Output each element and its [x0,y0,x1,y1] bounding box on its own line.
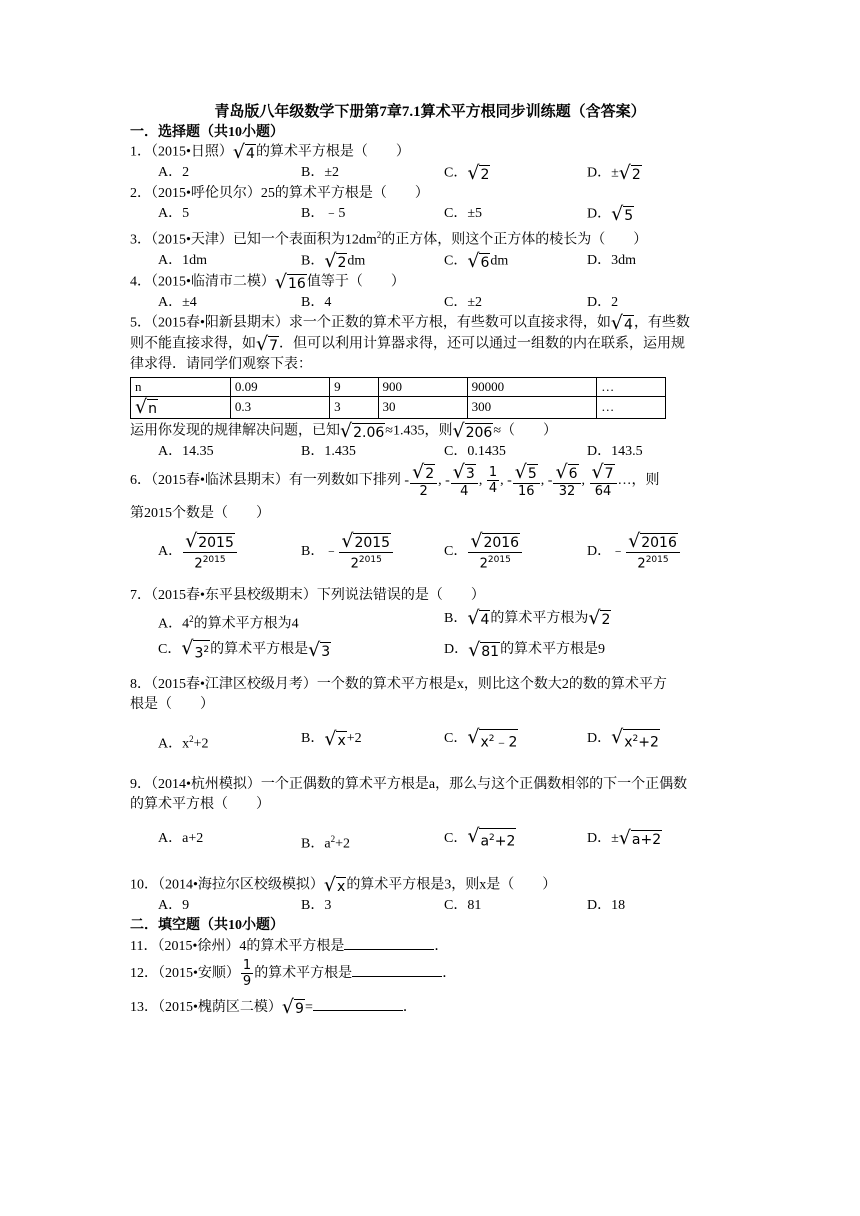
table-row [131,396,666,418]
options-7-row2 [130,637,730,663]
option-b: B．4 [301,294,332,310]
option-d: D．3dm [587,252,636,268]
table-cell: 0.3 [230,396,329,418]
table-cell: 9 [330,377,378,396]
option-a: A．2 [158,165,190,180]
option-a: A． √ 2015 $2^{2015}$ [158,530,301,574]
options-2 [130,204,730,225]
options-7-row1 [130,606,730,638]
option-c: C．±2 [444,294,483,310]
option-a: A．$4^2$的算术平方根为4 [158,613,299,632]
question-13: 13．（2015•槐荫区二模） √ 9 = ． [130,995,417,1018]
option-b: B． √ 4 的算术平方根为 √ 2 [444,606,611,629]
table-cell: … [597,377,666,396]
options-6 [130,530,730,574]
option-b: B．﹣ √ 2015 $2^{2015}$ [301,530,444,574]
table-cell: 30 [378,396,467,418]
option-b: B．$a^2+2$ [301,833,350,852]
options-1 [130,163,730,184]
options-5 [130,442,730,462]
question-11: 11．（2015•徐州）4的算术平方根是 ． [130,935,730,957]
question-12: 12．（2015•安顺） $\frac{1}{9}$ 的算术平方根是 ． [130,957,457,989]
answer-blank[interactable] [344,935,434,950]
option-c: C． √ 6 dm [444,249,509,272]
option-a: A．9 [158,897,190,913]
options-4 [130,293,730,313]
option-b: B．﹣5 [301,206,346,221]
option-a: A．14.35 [158,443,214,459]
options-10 [130,896,730,916]
options-3 [130,251,730,272]
question-8: 8．（2015春•江津区校级月考）一个数的算术平方根是x，则比这个数大2的数的算术平方 根是（ ） [130,677,667,713]
question-text: 的算术平方根是（ ） [255,144,410,160]
option-b: B．1.435 [301,443,356,459]
options-9 [130,821,730,863]
option-c: C． √ 2016 $2^{2015}$ [444,530,587,574]
option-c: C．±5 [444,206,483,221]
document-page [130,100,730,1025]
option-d: D．± √ a+2 [587,827,662,850]
option-d: D．143.5 [587,443,643,459]
option-a: A．5 [158,206,190,221]
table-row [131,377,666,396]
option-b: B．3 [301,897,332,913]
answer-blank[interactable] [352,962,442,977]
question-6: 6．（2015春•临沭县期末）有一列数如下排列 - √ 2 2 , - √ 3 4 , $\frac{1}{4}$ , - √ 5 16 , - √ 6 32 , √ 7 64 …，则 [130,460,660,499]
question-9: 9．（2014•杭州模拟）一个正偶数的算术平方根是a，那么与这个正偶数相邻的下一个正偶数 的算术平方根（ ） [130,776,688,812]
options-8 [130,721,730,763]
table-cell: 90000 [467,377,597,396]
table-cell: 3 [330,396,378,418]
option-d: D．18 [587,897,626,913]
option-a: A．$x^2+2$ [158,734,209,752]
question-6-line2: 第2015个数是（ ） [130,505,270,521]
question-2: 2．（2015•呼伦贝尔）25的算术平方根是（ ） [130,186,429,201]
option-c: C．81 [444,897,482,913]
document-title: 青岛版八年级数学下册第7章7.1算术平方根同步训练题（含答案） [214,104,646,120]
question-4: 4．（2015•临清市二模） √ 16 值等于（ ） [130,270,405,293]
option-a: A．a+2 [158,830,204,846]
section-heading-fill: 二．填空题（共10小题） [130,917,284,933]
answer-blank[interactable] [313,996,403,1011]
table-cell: n [131,377,231,396]
table-cell: … [597,396,666,418]
table-cell: √ n [131,396,231,418]
question-5: 5．（2015春•阳新县期末）求一个正数的算术平方根，有些数可以直接求得，如 √ 4 ，有些数 则不能直接求得，如 √ 7 ．但可以利用计算器求得，还可以通过一组数的内在联系，运用规 律求得．请同学们观察下表： [130,311,690,372]
option-c: C． √ $3^2$ 的算术平方根是 √ 3 [158,636,331,662]
table-cell: 0.09 [230,377,329,396]
data-table [130,377,666,419]
option-d: D． √ 81 的算术平方根是9 [444,638,606,661]
option-b: B． √ 2 dm [301,249,366,272]
option-c: C．0.1435 [444,443,506,459]
option-b: B．±2 [301,165,340,180]
question-10: 10．（2014•海拉尔区校级模拟） √ x 的算术平方根是3，则x是（ ） [130,873,557,896]
question-1 [130,142,730,163]
radical: √ 4 [232,141,255,163]
section-heading-choice: 一．选择题（共10小题） [130,125,284,140]
option-b: B． √ x +2 [301,727,362,750]
radical: √ 16 [274,270,306,293]
question-3: 3．（2015•天津）已知一个表面积为$12dm^2$的正方体，则这个正方体的棱长为（ ） [130,230,648,248]
option-c: C． √ $a^2+2$ [444,825,516,851]
table-cell: 900 [378,377,467,396]
option-c: C． √ $x^2﹣2$ [444,725,518,751]
option-c: C． √ 2 [444,162,490,184]
option-d: D． √ $x^2+2$ [587,725,659,751]
option-d: D．± √ 2 [587,162,641,184]
question-7: 7．（2015春•东平县校级期末）下列说法错误的是（ ） [130,587,485,603]
question-5-followup: 运用你发现的规律解决问题，已知 √ 2.06 ≈1.435，则 √ 206 ≈（ ） [130,419,557,442]
option-d: D．﹣ √ 2016 $2^{2015}$ [587,530,730,574]
table-cell: 300 [467,396,597,418]
option-a: A．±4 [158,294,197,310]
option-a: A．1dm [158,252,207,268]
question-text: 1．（2015•日照） [130,144,233,160]
option-d: D． √ 5 [587,203,634,225]
option-d: D．2 [587,294,619,310]
